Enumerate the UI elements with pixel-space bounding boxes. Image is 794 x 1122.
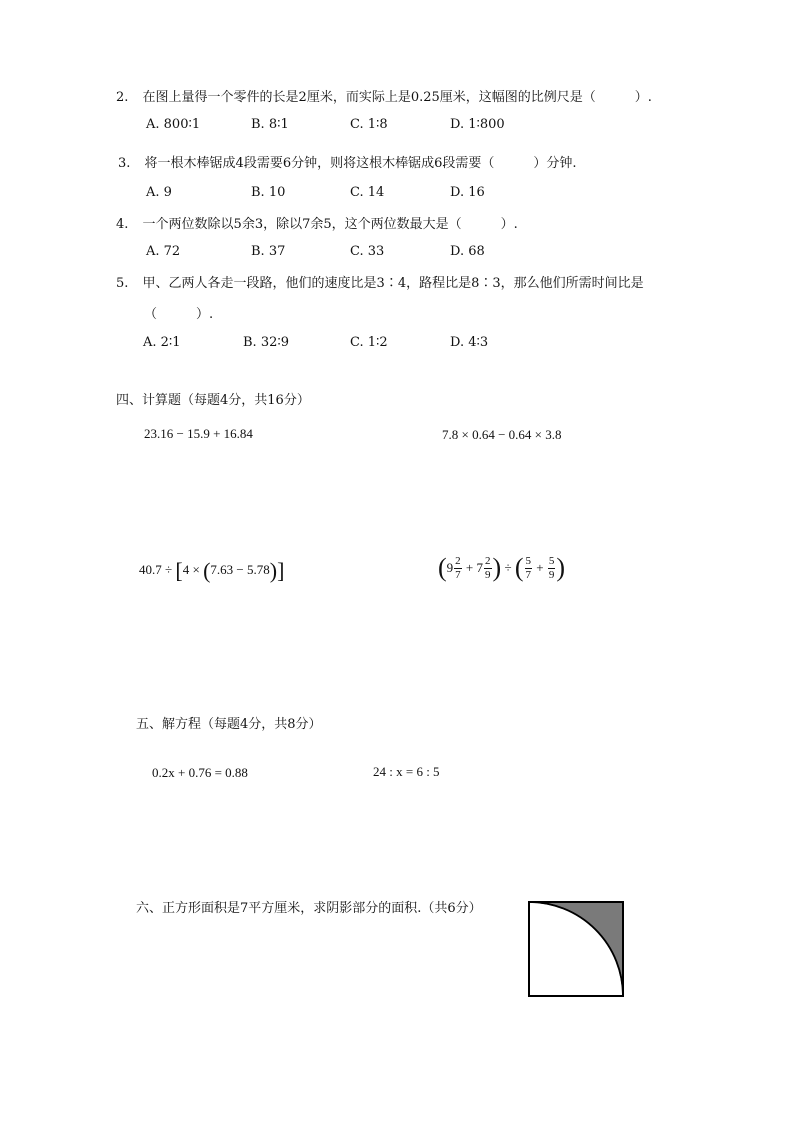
option-a: A. 72 <box>146 244 181 259</box>
question-5 <box>116 272 644 291</box>
option-d: D. 4∶3 <box>450 335 489 350</box>
left-bracket: [ <box>175 558 183 583</box>
fraction-2 <box>484 556 492 581</box>
option-c: C. 1∶2 <box>350 335 388 350</box>
numerator: 5 <box>548 554 555 567</box>
equation-2: 24 : x = 6 : 5 <box>373 764 440 779</box>
option-a: A. 800∶1 <box>146 117 201 132</box>
question-text: 一个两位数除以5余3，除以7余5，这个两位数最大是（ ）. <box>142 217 518 232</box>
left-paren: ( <box>438 553 447 582</box>
option-c: C. 1∶8 <box>350 117 388 132</box>
option-b: B. 8∶1 <box>251 117 289 132</box>
question-text-continued: （ ）. <box>144 307 214 322</box>
option-b: B. 37 <box>251 244 286 259</box>
question-4 <box>116 213 518 232</box>
expr3-part-c: 7.63 − 5.78 <box>210 561 270 577</box>
option-a: A. 2∶1 <box>143 335 181 350</box>
option-b: B. 10 <box>251 185 286 200</box>
left-paren: ( <box>203 558 211 583</box>
fraction-4 <box>548 556 556 581</box>
question-number: 2. <box>116 90 129 105</box>
plus-sign: + <box>462 560 477 575</box>
option-c: C. 33 <box>350 244 385 259</box>
question-text: 在图上量得一个零件的长是2厘米，而实际上是0.25厘米，这幅图的比例尺是（ ）. <box>142 90 652 105</box>
whole-2: 7 <box>476 560 484 575</box>
question-number: 4. <box>116 217 129 232</box>
numerator: 2 <box>485 554 491 567</box>
option-d: D. 68 <box>450 244 485 259</box>
calc-expression-3 <box>139 558 284 584</box>
numerator: 5 <box>525 554 531 567</box>
divide-sign: ÷ <box>501 560 515 575</box>
question-3 <box>118 152 577 171</box>
expr3-part-b: 4 × <box>182 561 204 577</box>
denominator: 7 <box>455 568 461 581</box>
question-text: 将一根木棒锯成4段需要6分钟，则将这根木棒锯成6段需要（ ）分钟. <box>144 156 577 171</box>
section-5-title: 五、解方程（每题4分，共8分） <box>136 717 322 732</box>
right-bracket: ] <box>277 558 285 583</box>
option-a: A. 9 <box>146 185 172 200</box>
denominator: 9 <box>548 568 555 581</box>
plus-sign: + <box>533 560 547 575</box>
equation-1: 0.2x + 0.76 = 0.88 <box>152 765 248 780</box>
denominator: 9 <box>485 568 491 581</box>
calc-expression-2: 7.8 × 0.64 − 0.64 × 3.8 <box>442 427 562 442</box>
shaded-square-figure <box>527 900 625 998</box>
section-4-title: 四、计算题（每题4分，共16分） <box>116 393 310 408</box>
section-6-title: 六、正方形面积是7平方厘米，求阴影部分的面积.（共6分） <box>136 901 482 916</box>
shaded-region <box>529 902 623 996</box>
question-text: 甲、乙两人各走一段路，他们的速度比是3∶4，路程比是8∶3，那么他们所需时间比是 <box>142 276 644 291</box>
option-b: B. 32∶9 <box>243 335 290 350</box>
option-d: D. 1∶800 <box>450 117 505 132</box>
fraction-1 <box>454 556 462 581</box>
right-paren: ) <box>269 558 278 583</box>
whole-1: 9 <box>446 560 454 575</box>
right-paren: ) <box>556 553 566 582</box>
left-paren: ( <box>514 553 524 582</box>
calc-expression-4 <box>438 553 565 583</box>
calc-expression-1: 23.16 − 15.9 + 16.84 <box>144 426 253 441</box>
fraction-3 <box>525 556 533 581</box>
expr3-part-a: 40.7 ÷ <box>139 561 176 577</box>
option-d: D. 16 <box>450 185 485 200</box>
numerator: 2 <box>455 554 461 567</box>
denominator: 7 <box>525 568 531 581</box>
question-number: 5. <box>116 276 129 291</box>
right-paren: ) <box>492 553 502 582</box>
question-number: 3. <box>118 156 131 171</box>
option-c: C. 14 <box>350 185 385 200</box>
question-2 <box>116 86 652 105</box>
